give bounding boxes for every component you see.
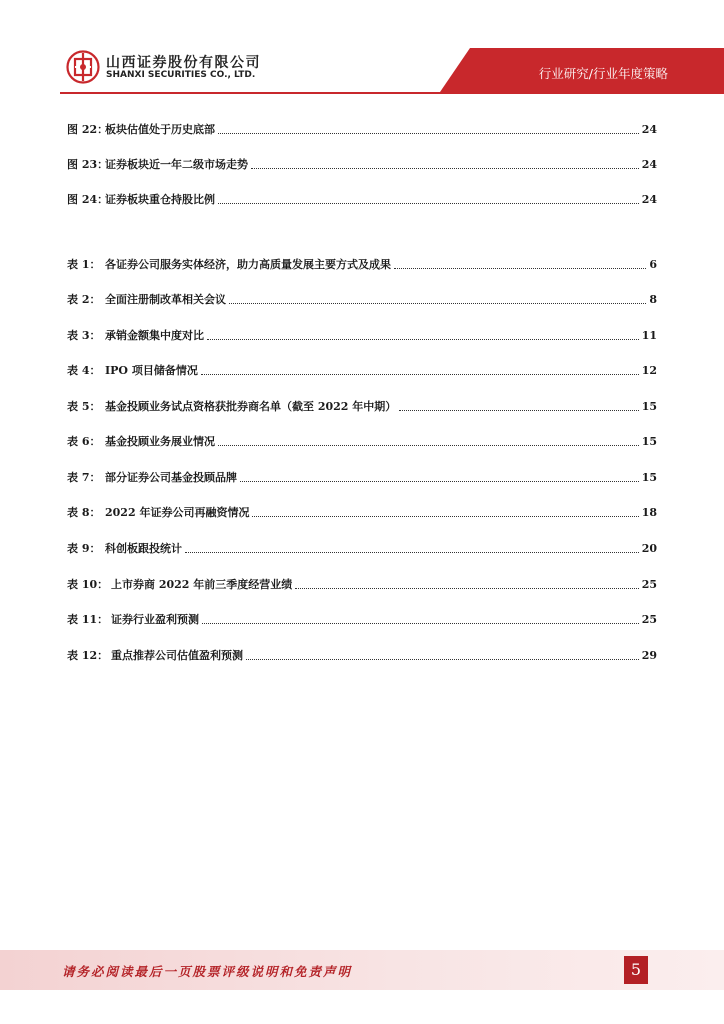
toc-page-number: 24	[641, 158, 657, 171]
toc-title: 承销金额集中度对比	[105, 329, 204, 342]
dot-leader	[399, 410, 638, 411]
toc-page-number: 25	[641, 613, 657, 626]
toc-label: 表 9：	[67, 542, 101, 555]
toc-label: 表 1：	[67, 258, 101, 271]
toc-page-number: 8	[649, 293, 657, 306]
dot-leader	[295, 588, 638, 589]
page-number: 5	[624, 956, 648, 984]
toc-page-number: 11	[641, 329, 657, 342]
page-header	[0, 0, 724, 100]
toc-page-number: 24	[641, 193, 657, 206]
toc-label: 表 6：	[67, 435, 101, 448]
toc-table-row[interactable]	[67, 647, 657, 663]
toc-title: 全面注册制改革相关会议	[105, 293, 226, 306]
dot-leader	[218, 445, 639, 446]
toc-table-row[interactable]	[67, 362, 657, 378]
toc-table-row[interactable]	[67, 504, 657, 520]
report-category: 行业研究/行业年度策略	[538, 66, 668, 81]
toc-label: 表 11：	[67, 613, 109, 626]
toc-label: 表 5：	[67, 400, 101, 413]
toc-table-row[interactable]	[67, 576, 657, 592]
toc-figure-row[interactable]	[67, 121, 657, 137]
dot-leader	[185, 552, 639, 553]
toc-title: 板块估值处于历史底部	[105, 123, 215, 136]
footer-disclaimer: 请务必阅读最后一页股票评级说明和免责声明	[62, 964, 353, 979]
toc-page-number: 18	[641, 506, 657, 519]
toc-label: 表 10：	[67, 578, 109, 591]
dot-leader	[218, 133, 639, 134]
toc-table-row[interactable]	[67, 433, 657, 449]
toc-label: 图 23：	[67, 158, 109, 171]
toc-figure-row[interactable]	[67, 156, 657, 172]
dot-leader	[201, 374, 639, 375]
toc-title: 各证券公司服务实体经济，助力高质量发展主要方式及成果	[105, 258, 391, 271]
page-footer	[0, 950, 724, 990]
toc-page-number: 15	[641, 435, 657, 448]
dot-leader	[252, 516, 638, 517]
toc-title: 科创板跟投统计	[105, 542, 182, 555]
toc-page-number: 24	[641, 123, 657, 136]
toc-page-number: 12	[641, 364, 657, 377]
toc-label: 图 24：	[67, 193, 109, 206]
toc-label: 表 12：	[67, 649, 109, 662]
toc-title: 上市券商 2022 年前三季度经营业绩	[111, 578, 293, 591]
toc-table-row[interactable]	[67, 256, 657, 272]
toc-table-row[interactable]	[67, 469, 657, 485]
toc-page-number: 6	[649, 258, 657, 271]
dot-leader	[246, 659, 639, 660]
toc-label: 表 2：	[67, 293, 101, 306]
toc-title: 证券行业盈利预测	[111, 613, 199, 626]
toc-label: 表 4：	[67, 364, 101, 377]
dot-leader	[251, 168, 639, 169]
toc-page-number: 25	[641, 578, 657, 591]
shanxi-securities-logo-icon	[66, 50, 100, 84]
toc-table-row[interactable]	[67, 398, 657, 414]
toc-title: 证券板块重仓持股比例	[105, 193, 215, 206]
company-name-en: SHANXI SECURITIES CO., LTD.	[106, 70, 256, 80]
toc-title: IPO 项目储备情况	[105, 364, 198, 377]
toc-table-row[interactable]	[67, 291, 657, 307]
toc-page-number: 15	[641, 471, 657, 484]
dot-leader	[218, 203, 639, 204]
toc-page-number: 15	[641, 400, 657, 413]
toc-figure-row[interactable]	[67, 191, 657, 207]
company-name-cn: 山西证券股份有限公司	[106, 55, 261, 71]
header-band	[0, 0, 724, 100]
toc-page-number: 29	[641, 649, 657, 662]
toc-label: 表 3：	[67, 329, 101, 342]
toc-title: 部分证券公司基金投顾品牌	[105, 471, 237, 484]
toc-title: 重点推荐公司估值盈利预测	[111, 649, 243, 662]
toc-label: 图 22：	[67, 123, 109, 136]
dot-leader	[207, 339, 639, 340]
dot-leader	[394, 268, 646, 269]
toc-title: 证券板块近一年二级市场走势	[105, 158, 248, 171]
toc-table-row[interactable]	[67, 327, 657, 343]
dot-leader	[240, 481, 639, 482]
dot-leader	[202, 623, 639, 624]
dot-leader	[229, 303, 646, 304]
toc-table-row[interactable]	[67, 540, 657, 556]
toc-table-row[interactable]	[67, 611, 657, 627]
toc-title: 2022 年证券公司再融资情况	[105, 506, 250, 519]
toc-label: 表 8：	[67, 506, 101, 519]
toc-page-number: 20	[641, 542, 657, 555]
toc-title: 基金投顾业务展业情况	[105, 435, 215, 448]
toc-title: 基金投顾业务试点资格获批券商名单（截至 2022 年中期）	[105, 400, 397, 413]
toc-label: 表 7：	[67, 471, 101, 484]
